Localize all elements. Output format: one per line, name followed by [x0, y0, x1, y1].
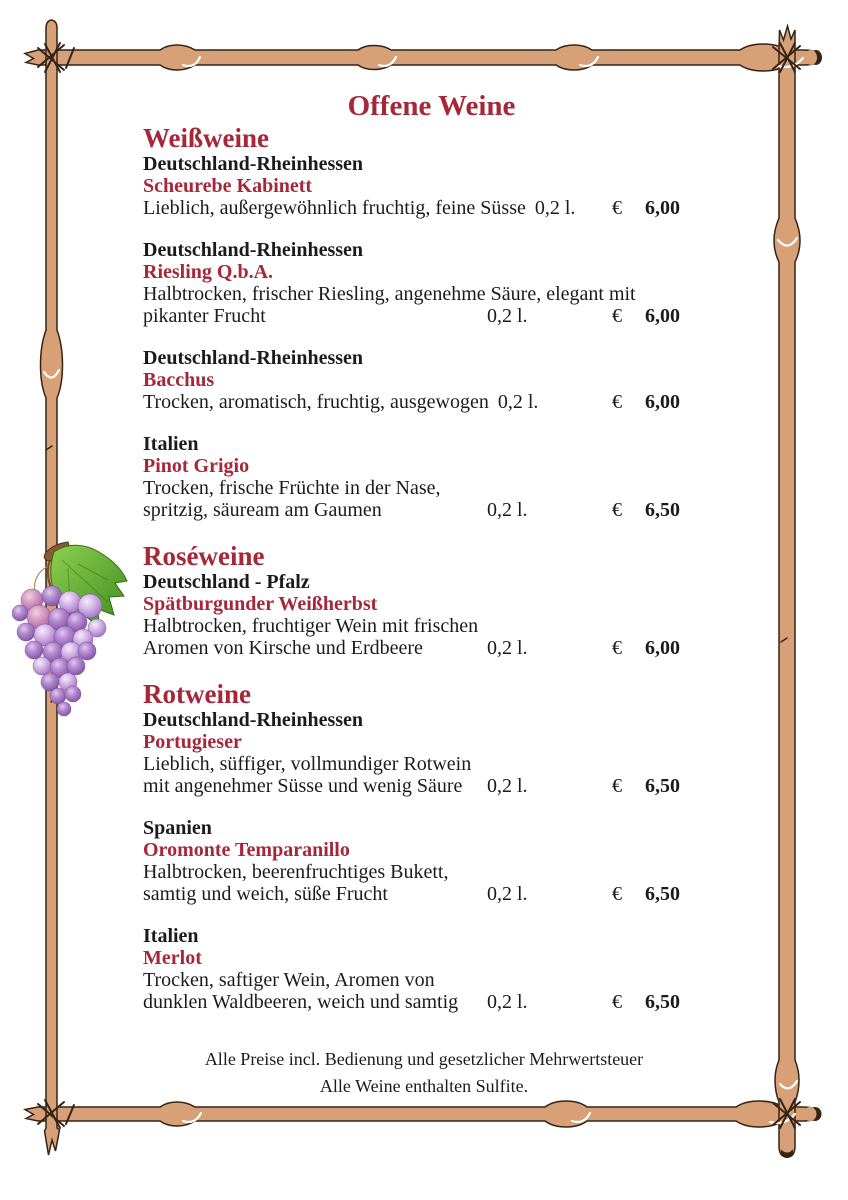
frame-right-stick [774, 26, 800, 1157]
wine-price: 6,00 [645, 197, 680, 219]
wine-price: 6,50 [645, 991, 680, 1013]
serving-size: 0,2 l. [497, 391, 539, 413]
currency-symbol: € [612, 883, 622, 905]
wine-name: Merlot [143, 947, 202, 969]
wine-description-line: Halbtrocken, beerenfruchtiges Bukett, [143, 861, 449, 883]
wine-country: Italien [143, 433, 199, 455]
wine-country: Deutschland - Pfalz [143, 571, 310, 593]
currency-symbol: € [612, 775, 622, 797]
wine-item [143, 347, 680, 413]
wine-description: mit angenehmer Süsse und wenig Säure [143, 775, 463, 797]
wine-description: dunklen Waldbeeren, weich und samtig [143, 991, 459, 1013]
wine-price: 6,50 [645, 883, 680, 905]
wine-description-line: Halbtrocken, fruchtiger Wein mit frischen [143, 615, 479, 637]
currency-symbol: € [612, 197, 622, 219]
wine-description: samtig und weich, süße Frucht [143, 883, 388, 905]
wine-country: Deutschland-Rheinhessen [143, 153, 364, 175]
wine-country: Spanien [143, 817, 212, 839]
wine-name: Portugieser [143, 731, 242, 753]
wine-item [143, 817, 680, 905]
wine-price: 6,00 [645, 637, 680, 659]
wine-description: Trocken, aromatisch, fruchtig, ausgewogen [143, 391, 489, 413]
serving-size: 0,2 l. [487, 305, 528, 327]
section-rose-wines [143, 541, 680, 659]
currency-symbol: € [612, 499, 622, 521]
wine-description: Lieblich, außergewöhnlich fruchtig, feine Süsse [143, 197, 526, 219]
wine-item [143, 153, 680, 219]
wine-item [143, 925, 680, 1013]
frame-top-stick [25, 44, 820, 71]
wine-price: 6,00 [645, 391, 680, 413]
wine-description-line: Lieblich, süffiger, vollmundiger Rotwein [143, 753, 472, 775]
wine-description-line: Trocken, frische Früchte in der Nase, [143, 477, 441, 499]
wine-description: pikanter Frucht [143, 305, 266, 327]
section-heading: Rotweine [143, 679, 251, 709]
wine-country: Deutschland-Rheinhessen [143, 347, 364, 369]
section-white-wines [143, 123, 680, 521]
wine-country: Italien [143, 925, 199, 947]
section-red-wines [143, 679, 680, 1013]
serving-size: 0,2 l. [487, 499, 528, 521]
section-heading: Weißweine [143, 123, 269, 153]
currency-symbol: € [612, 391, 622, 413]
menu-content [143, 90, 680, 1033]
wine-item [143, 239, 680, 327]
wine-name: Pinot Grigio [143, 455, 250, 477]
currency-symbol: € [612, 637, 622, 659]
serving-size: 0,2 l. [534, 197, 576, 219]
wine-name: Bacchus [143, 369, 215, 391]
serving-size: 0,2 l. [487, 775, 528, 797]
wine-price: 6,50 [645, 775, 680, 797]
wine-description: spritzig, säuream am Gaumen [143, 499, 382, 521]
grape-cluster-icon [12, 540, 138, 720]
wine-item [143, 433, 680, 521]
wine-name: Scheurebe Kabinett [143, 175, 313, 197]
wine-country: Deutschland-Rheinhessen [143, 709, 364, 731]
wine-name: Riesling Q.b.A. [143, 261, 274, 283]
wine-item [143, 709, 680, 797]
serving-size: 0,2 l. [487, 991, 528, 1013]
serving-size: 0,2 l. [487, 637, 528, 659]
wine-item [143, 571, 680, 659]
wine-name: Spätburgunder Weißherbst [143, 593, 378, 615]
wine-price: 6,50 [645, 499, 680, 521]
currency-symbol: € [612, 305, 622, 327]
serving-size: 0,2 l. [487, 883, 528, 905]
wine-name: Oromonte Temparanillo [143, 839, 350, 861]
wine-description: Aromen von Kirsche und Erdbeere [143, 637, 423, 659]
wine-description-line: Trocken, saftiger Wein, Aromen von [143, 969, 435, 991]
wine-price: 6,00 [645, 305, 680, 327]
section-heading: Roséweine [143, 541, 265, 571]
wine-description-line: Halbtrocken, frischer Riesling, angenehme Säure, elegant mit [143, 283, 636, 305]
frame-bottom-stick [25, 1101, 819, 1127]
footer-note-sulfites: Alle Weine enthalten Sulfite. [319, 1076, 529, 1096]
footer-note-prices: Alle Preise incl. Bedienung und gesetzlicher Mehrwertsteuer [204, 1049, 644, 1069]
page-title: Offene Weine [347, 90, 516, 122]
footer-notes [0, 1046, 848, 1100]
currency-symbol: € [612, 991, 622, 1013]
wine-country: Deutschland-Rheinhessen [143, 239, 364, 261]
